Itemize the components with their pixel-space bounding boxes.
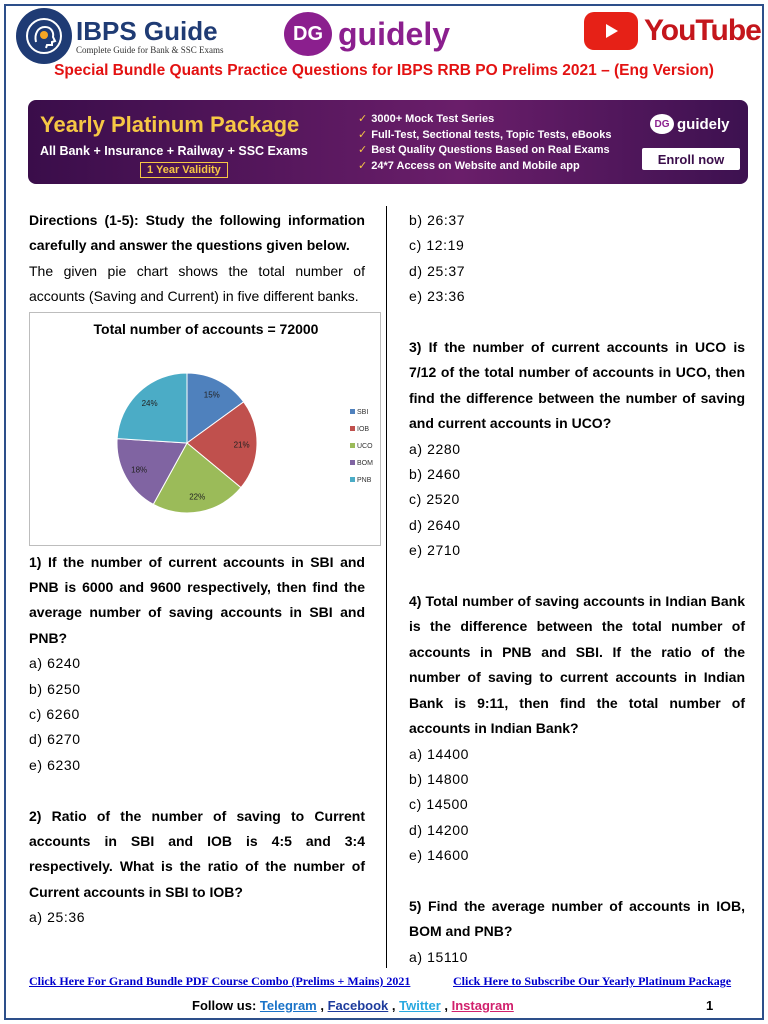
guidely-badge-icon: DG	[650, 114, 674, 134]
page-number: 1	[706, 998, 714, 1013]
check-icon: ✓	[358, 113, 368, 125]
grand-bundle-link[interactable]: Click Here For Grand Bundle PDF Course Combo (Prelims + Mains) 2021	[29, 974, 411, 988]
legend-label-uco: UCO	[357, 442, 373, 450]
follow-label: Follow us:	[192, 998, 257, 1013]
banner-validity: 1 Year Validity	[140, 162, 228, 178]
question-2-option-d[interactable]: d) 25:37	[409, 262, 466, 279]
question-2-option-c[interactable]: c) 12:19	[409, 237, 465, 254]
banner-brand-word: guidely	[677, 115, 730, 133]
question-1-text: 1) If the number of current accounts in SBI and PNB is 6000 and 9600 respectively, then find the average number of saving accounts in SBI and PNB?	[29, 553, 365, 646]
guidely-logo[interactable]	[284, 12, 450, 56]
pie-label-bom: 18%	[131, 464, 148, 474]
legend-swatch-bom	[350, 460, 355, 465]
banner-feature: ✓ Best Quality Questions Based on Real Exams	[358, 144, 610, 156]
check-icon: ✓	[358, 128, 368, 141]
guidely-badge-icon: DG	[284, 12, 332, 56]
question-4-text: 4) Total number of saving accounts in Indian Bank is the difference between the total number of accounts in PNB and SBI. If the ratio of the number of saving to current accounts in Indian Bank is 9:11, then find the total number of accounts in Indian Bank?	[409, 593, 745, 737]
question-1-option-a[interactable]: a) 6240	[29, 655, 81, 672]
legend-swatch-iob	[350, 426, 355, 431]
enroll-now-button[interactable]: Enroll now	[642, 148, 740, 170]
question-3-option-b[interactable]: b) 2460	[409, 466, 461, 483]
pie-label-pnb: 24%	[141, 398, 158, 408]
legend-label-iob: IOB	[357, 425, 370, 433]
ibps-title: IBPS Guide	[76, 16, 218, 46]
question-4-option-b[interactable]: b) 14800	[409, 770, 470, 787]
question-3-option-a[interactable]: a) 2280	[409, 440, 461, 457]
question-2-option-a[interactable]: a) 25:36	[29, 909, 86, 926]
ibps-guide-logo[interactable]	[16, 8, 224, 64]
legend-swatch-pnb	[350, 477, 355, 482]
follow-us: Follow us: Telegram , Facebook , Twitter , Instagram	[192, 998, 514, 1013]
legend-swatch-uco	[350, 443, 355, 448]
left-column	[29, 208, 373, 931]
question-4-option-c[interactable]: c) 14500	[409, 796, 469, 813]
column-divider	[386, 206, 387, 968]
document-title: Special Bundle Quants Practice Questions for IBPS RRB PO Prelims 2021 – (Eng Version)	[54, 62, 714, 79]
subscribe-platinum-link[interactable]: Click Here to Subscribe Our Yearly Platinum Package	[453, 974, 732, 988]
banner-exams: All Bank + Insurance + Railway + SSC Exams	[40, 144, 308, 158]
right-column	[409, 208, 745, 970]
check-icon: ✓	[358, 159, 368, 172]
question-4-option-e[interactable]: e) 14600	[409, 847, 470, 864]
question-3-option-c[interactable]: c) 2520	[409, 491, 460, 508]
pie-label-uco: 22%	[189, 492, 206, 502]
telegram-link[interactable]: Telegram	[259, 998, 317, 1013]
platinum-package-banner[interactable]	[28, 100, 748, 184]
youtube-play-icon	[584, 12, 638, 50]
question-4-option-a[interactable]: a) 14400	[409, 745, 470, 762]
check-icon: ✓	[358, 144, 368, 156]
question-3-text: 3) If the number of current accounts in UCO is 7/12 of the total number of accounts in UCO, then find the difference between the number of saving and current accounts in UCO?	[409, 339, 745, 432]
guidely-wordmark: guidely	[338, 15, 451, 52]
question-1-option-b[interactable]: b) 6250	[29, 680, 81, 697]
banner-feature: ✓ 3000+ Mock Test Series	[358, 113, 495, 125]
pie-chart	[29, 312, 381, 546]
question-2-text: 2) Ratio of the number of saving to Current accounts in SBI and IOB is 4:5 and 3:4 respectively. What is the ratio of the number of Current accounts in SBI to IOB?	[29, 807, 365, 900]
legend-swatch-sbi	[350, 409, 355, 414]
legend-label-bom: BOM	[357, 459, 373, 467]
facebook-link[interactable]: Facebook	[327, 998, 389, 1013]
question-2-option-e[interactable]: e) 23:36	[409, 288, 466, 305]
banner-feature: ✓ 24*7 Access on Website and Mobile app	[358, 159, 580, 172]
legend-label-pnb: PNB	[357, 476, 372, 484]
question-1-option-d[interactable]: d) 6270	[29, 731, 81, 748]
ibps-subtitle: Complete Guide for Bank & SSC Exams	[76, 45, 224, 55]
question-4-option-d[interactable]: d) 14200	[409, 821, 470, 838]
banner-guidely-logo	[650, 114, 730, 134]
pie-label-iob: 21%	[233, 440, 250, 450]
chart-title: Total number of accounts = 72000	[93, 320, 319, 337]
question-1-option-e[interactable]: e) 6230	[29, 756, 81, 773]
question-5-text: 5) Find the average number of accounts in IOB, BOM and PNB?	[409, 897, 745, 940]
directions-heading: Directions (1-5): Study the following information carefully and answer the questions given below.	[29, 212, 365, 254]
pie-chart-svg	[30, 313, 382, 547]
question-3-option-d[interactable]: d) 2640	[409, 516, 461, 533]
question-5-option-a[interactable]: a) 15110	[409, 948, 469, 965]
legend-label-sbi: SBI	[357, 408, 369, 416]
pie-label-sbi: 15%	[203, 389, 220, 399]
banner-feature-list	[358, 112, 611, 174]
brain-icon	[16, 8, 72, 64]
twitter-link[interactable]: Twitter	[399, 998, 441, 1013]
youtube-wordmark: YouTube	[644, 14, 761, 47]
directions-text: The given pie chart shows the total number of accounts (Saving and Current) in five different banks.	[29, 262, 365, 305]
banner-feature: ✓ Full-Test, Sectional tests, Topic Tests, eBooks	[358, 128, 612, 141]
banner-title: Yearly Platinum Package	[40, 112, 300, 137]
instagram-link[interactable]: Instagram	[451, 998, 514, 1013]
youtube-logo[interactable]	[584, 12, 761, 50]
question-3-option-e[interactable]: e) 2710	[409, 542, 461, 559]
question-1-option-c[interactable]: c) 6260	[29, 706, 80, 723]
question-2-option-b[interactable]: b) 26:37	[409, 212, 466, 228]
